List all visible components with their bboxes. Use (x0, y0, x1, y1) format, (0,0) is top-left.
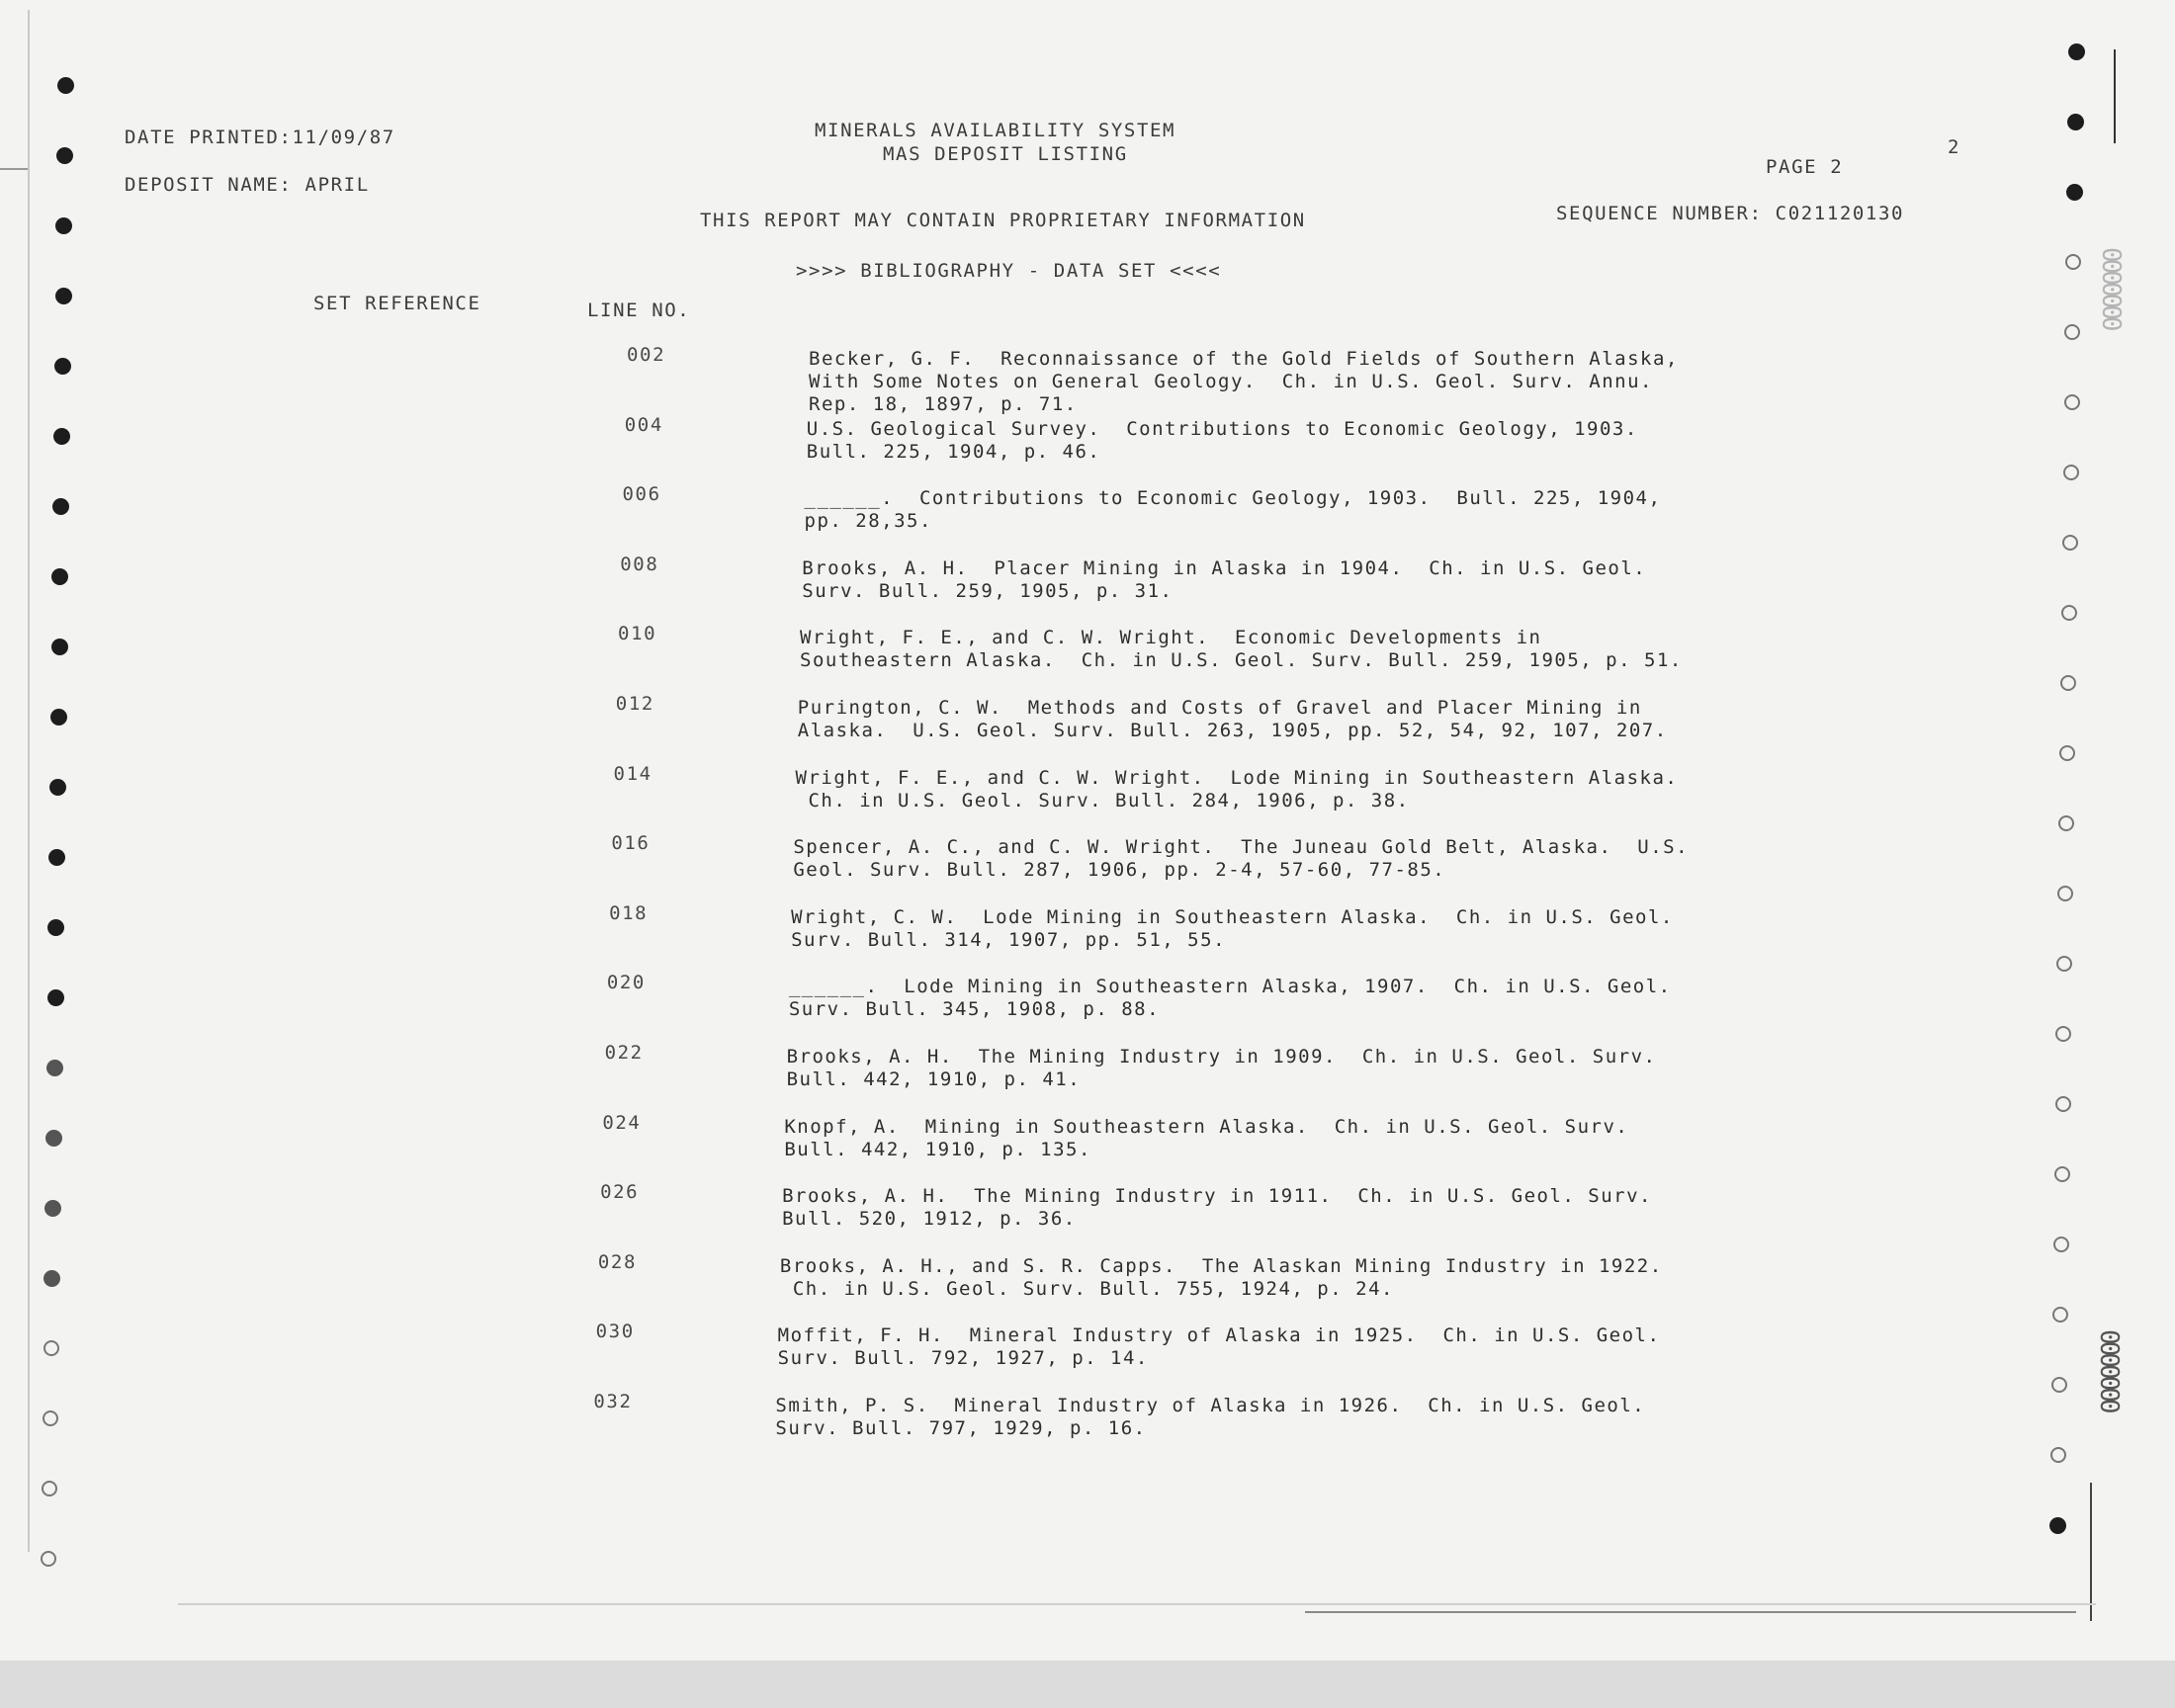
feed-hole (2058, 815, 2074, 831)
bottom-perforation-dark (1305, 1611, 2076, 1613)
reference-text: U.S. Geological Survey. Contributions to Economic Geology, 1903. Bull. 225, 1904, p. 46. (806, 417, 1638, 463)
reference-text: Smith, P. S. Mineral Industry of Alaska in 1926. Ch. in U.S. Geol. Surv. Bull. 797, 1929, p. 16. (775, 1395, 1646, 1439)
section-title: >>>> BIBLIOGRAPHY - DATA SET <<<< (796, 260, 1222, 282)
feed-hole (2054, 1166, 2070, 1182)
feed-hole (45, 1130, 62, 1147)
feed-hole (2066, 184, 2083, 201)
reference-text: Moffit, F. H. Mineral Industry of Alaska in 1925. Ch. in U.S. Geol. Surv. Bull. 792, 1927, p. 14. (777, 1324, 1661, 1370)
reference-text: Wright, C. W. Lode Mining in Southeastern Alaska. Ch. in U.S. Geol. Surv. Bull. 314, 1907, pp. 51, 55. (791, 905, 1674, 951)
feed-hole (2051, 1377, 2067, 1393)
listing-title: MAS DEPOSIT LISTING (883, 143, 1128, 165)
line-number: 032 (593, 1391, 633, 1412)
line-number: 024 (602, 1111, 642, 1134)
page-corner-number: 2 (1948, 136, 1961, 158)
feed-hole (2050, 1447, 2066, 1463)
feed-hole (2061, 605, 2077, 621)
reference-text: Brooks, A. H., and S. R. Capps. The Alaskan Mining Industry in 1922. Ch. in U.S. Geol. Surv. Bull. 755, 1924, p. 24. (779, 1254, 1663, 1300)
feed-hole (44, 1270, 60, 1287)
feed-hole (52, 498, 69, 515)
feed-hole (43, 1410, 58, 1426)
reference-text: Brooks, A. H. The Mining Industry in 1909. Ch. in U.S. Geol. Surv. Bull. 442, 1910, p. 41. (786, 1046, 1657, 1090)
edge-stamp-upper: 0000000 (2096, 247, 2126, 328)
line-number: 016 (611, 832, 651, 855)
right-margin-rule (2114, 49, 2116, 143)
feed-hole (57, 77, 74, 94)
line-number: 014 (613, 762, 652, 785)
feed-hole (56, 147, 73, 164)
line-number: 026 (600, 1181, 640, 1204)
feed-hole (2065, 254, 2081, 270)
line-number: 022 (604, 1042, 644, 1064)
feed-hole (2055, 1026, 2071, 1042)
date-printed: DATE PRINTED:11/09/87 (125, 127, 395, 148)
feed-hole (42, 1481, 57, 1496)
feed-hole (2068, 43, 2085, 60)
reference-text: ______. Lode Mining in Southeastern Alaska, 1907. Ch. in U.S. Geol. Surv. Bull. 345, 1908, p. 88. (788, 976, 1672, 1021)
sequence-number: SEQUENCE NUMBER: C021120130 (1556, 203, 1905, 224)
feed-hole (2060, 675, 2076, 691)
feed-hole (2062, 535, 2078, 551)
scanner-background (0, 1661, 2175, 1708)
line-number: 020 (606, 972, 646, 994)
feed-hole (48, 849, 65, 866)
reference-text: ______. Contributions to Economic Geology, 1903. Bull. 225, 1904, pp. 28,35. (804, 487, 1662, 533)
feed-hole (2063, 465, 2079, 480)
feed-hole (2057, 886, 2073, 901)
line-number: 018 (609, 901, 649, 924)
reference-text: Wright, F. E., and C. W. Wright. Lode Mining in Southeastern Alaska. Ch. in U.S. Geol. Surv. Bull. 284, 1906, p. 38. (795, 766, 1679, 811)
reference-text: Knopf, A. Mining in Southeastern Alaska. Ch. in U.S. Geol. Surv. Bull. 442, 1910, p. 135. (784, 1115, 1629, 1160)
reference-text: Spencer, A. C., and C. W. Wright. The Juneau Gold Belt, Alaska. U.S. Geol. Surv. Bull. 287, 1906, pp. 2-4, 57-60, 77-85. (793, 836, 1690, 882)
feed-hole (46, 1060, 63, 1076)
feed-hole (53, 428, 70, 445)
line-number: 004 (624, 413, 663, 436)
feed-hole (54, 358, 71, 375)
reference-text: Brooks, A. H. The Mining Industry in 1911. Ch. in U.S. Geol. Surv. Bull. 520, 1912, p. 36. (782, 1185, 1652, 1231)
feed-hole (2056, 956, 2072, 972)
feed-hole (2055, 1096, 2071, 1112)
left-margin-rule (28, 10, 30, 1552)
feed-hole (49, 779, 66, 796)
line-number: 008 (620, 553, 659, 575)
reference-text: Brooks, A. H. Placer Mining in Alaska in 1904. Ch. in U.S. Geol. Surv. Bull. 259, 1905, p. 31. (802, 556, 1647, 602)
feed-hole (2049, 1517, 2066, 1534)
reference-text: Purington, C. W. Methods and Costs of Gravel and Placer Mining in Alaska. U.S. Geol. Surv. Bull. 263, 1905, pp. 52, 54, 92, 107, 207. (797, 697, 1668, 741)
right-margin-rule-lower (2090, 1483, 2092, 1621)
column-set-reference: SET REFERENCE (313, 293, 481, 314)
page-label: PAGE 2 (1766, 156, 1844, 178)
line-number: 028 (597, 1250, 637, 1273)
feed-hole (50, 709, 67, 726)
feed-hole (47, 919, 64, 936)
feed-hole (51, 568, 68, 585)
line-number: 002 (627, 344, 666, 366)
feed-hole (41, 1551, 56, 1567)
feed-hole (55, 217, 72, 234)
feed-hole (55, 288, 72, 304)
deposit-name: DEPOSIT NAME: APRIL (125, 174, 370, 196)
feed-hole (2067, 114, 2084, 130)
line-number: 030 (595, 1321, 635, 1343)
feed-hole (2059, 745, 2075, 761)
reference-text: Becker, G. F. Reconnaissance of the Gold Fields of Southern Alaska, With Some Notes on General Geology. Ch. in U.S. Geol. Surv. Annu. Rep. 18, 1897, p. 71. (809, 348, 1679, 415)
feed-hole (2053, 1237, 2069, 1252)
line-number: 006 (622, 483, 661, 506)
proprietary-notice: THIS REPORT MAY CONTAIN PROPRIETARY INFORMATION (700, 210, 1306, 231)
left-margin-tick (0, 168, 28, 170)
system-title: MINERALS AVAILABILITY SYSTEM (815, 120, 1176, 141)
feed-hole (2064, 324, 2080, 340)
feed-hole (44, 1340, 59, 1356)
edge-stamp-lower: 0000000 (2094, 1329, 2124, 1410)
feed-hole (2064, 394, 2080, 410)
line-number: 012 (615, 693, 654, 715)
feed-hole (47, 989, 64, 1006)
feed-hole (44, 1200, 61, 1217)
reference-text: Wright, F. E., and C. W. Wright. Economic Developments in Southeastern Alaska. Ch. in U.S. Geol. Surv. Bull. 259, 1905, p. 51. (800, 627, 1683, 672)
feed-hole (2052, 1307, 2068, 1323)
bottom-perforation (178, 1603, 2096, 1605)
column-line-no: LINE NO. (587, 299, 691, 321)
line-number: 010 (618, 623, 657, 645)
feed-hole (51, 639, 68, 655)
